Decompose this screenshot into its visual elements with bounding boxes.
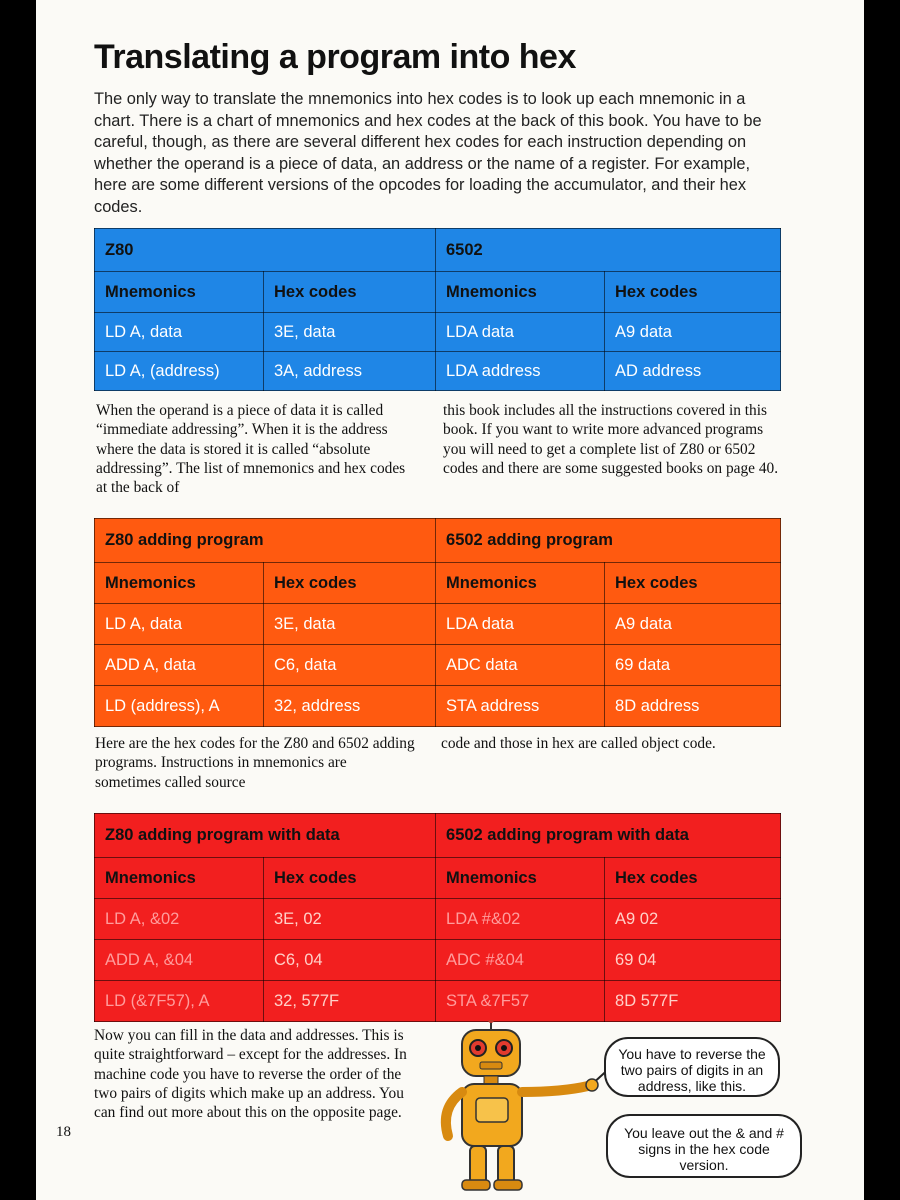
source-code-text-right: code and those in hex are called object code.	[441, 735, 716, 752]
table-cell: 3A, address	[264, 352, 436, 391]
table-cell: 32, address	[264, 686, 436, 727]
table-cell: 8D address	[605, 686, 781, 727]
table-cell: A9 02	[605, 899, 781, 940]
table-cell: 69 04	[605, 940, 781, 981]
table-cell: STA &7F57	[436, 981, 605, 1022]
table-cell: 32, 577F	[264, 981, 436, 1022]
table-cell: STA address	[436, 686, 605, 727]
table-title-row	[95, 519, 781, 563]
table-cell: ADC #&04	[436, 940, 605, 981]
column-header: Hex codes	[605, 858, 781, 899]
table-row	[95, 899, 781, 940]
fill-in-text: Now you can fill in the data and addresses. This is quite straightforward – except for the addresses. In machine code you have to reverse the order of the two pairs of digits which make up an address. You can find out more about this on the opposite page.	[94, 1027, 407, 1122]
table-cell: LDA #&02	[436, 899, 605, 940]
column-header: Mnemonics	[95, 563, 264, 604]
page-title: Translating a program into hex	[94, 38, 576, 76]
table-row	[95, 352, 781, 391]
table-cell: 8D 577F	[605, 981, 781, 1022]
z80-title: Z80 adding program with data	[95, 814, 436, 858]
table-cell: LD (&7F57), A	[95, 981, 264, 1022]
page-number: 18	[56, 1124, 71, 1140]
table-cell: 3E, data	[264, 604, 436, 645]
table-cell: LD A, data	[95, 313, 264, 352]
table-cell: ADD A, &04	[95, 940, 264, 981]
table-cell: LD A, &02	[95, 899, 264, 940]
speech-bubble-leave-out: You leave out the & and # signs in the hex code version.	[606, 1114, 802, 1178]
6502-title: 6502 adding program with data	[436, 814, 781, 858]
loading-table	[94, 228, 781, 391]
table-row	[95, 940, 781, 981]
table-cell: LD (address), A	[95, 686, 264, 727]
speech-bubble-reverse: You have to reverse the two pairs of digits in an address, like this.	[604, 1037, 780, 1097]
table-cell: 3E, 02	[264, 899, 436, 940]
table-title-row	[95, 229, 781, 272]
table-cell: LDA data	[436, 604, 605, 645]
intro-paragraph: The only way to translate the mnemonics into hex codes is to look up each mnemonic in a chart. There is a chart of mnemonics and hex codes at the back of this book. You have to be careful, though, as there are several different hex codes for each instruction depending on whether the operand is a piece of data, an address or the name of a register. For example, here are some different versions of the opcodes for loading the accumulator, and their hex codes.	[94, 90, 762, 216]
book-page	[36, 0, 864, 1200]
table-cell: AD address	[605, 352, 781, 391]
column-header: Mnemonics	[95, 272, 264, 313]
z80-title: Z80	[95, 229, 436, 272]
table-row	[95, 981, 781, 1022]
table-cell: LD A, (address)	[95, 352, 264, 391]
table-cell: C6, 04	[264, 940, 436, 981]
table-cell: 69 data	[605, 645, 781, 686]
addressing-text-left: When the operand is a piece of data it is called “immediate addressing”. When it is the address where the data is stored it is called “absolute addressing”. The list of mnemonics and hex codes at the back of	[96, 402, 406, 497]
table-cell: ADC data	[436, 645, 605, 686]
column-header: Hex codes	[605, 272, 781, 313]
table-row	[95, 686, 781, 727]
table-row	[95, 645, 781, 686]
table-cell: A9 data	[605, 604, 781, 645]
column-header: Hex codes	[605, 563, 781, 604]
addressing-text-right: this book includes all the instructions covered in this book. If you want to write more advanced programs you will need to get a complete list of Z80 or 6502 codes and there are some suggested books on page 40.	[443, 402, 779, 477]
table-title-row	[95, 814, 781, 858]
table-row	[95, 313, 781, 352]
table-cell: 3E, data	[264, 313, 436, 352]
table-cell: LD A, data	[95, 604, 264, 645]
robot-illustration	[432, 1020, 622, 1200]
6502-title: 6502 adding program	[436, 519, 781, 563]
column-header-row	[95, 563, 781, 604]
source-code-text-left: Here are the hex codes for the Z80 and 6502 adding programs. Instructions in mnemonics are sometimes called source	[95, 735, 415, 791]
adding-with-data-table	[94, 813, 781, 1022]
table-cell: LDA data	[436, 313, 605, 352]
column-header-row	[95, 272, 781, 313]
column-header: Mnemonics	[436, 858, 605, 899]
column-header: Hex codes	[264, 858, 436, 899]
6502-title: 6502	[436, 229, 781, 272]
table-cell: LDA address	[436, 352, 605, 391]
table-cell: A9 data	[605, 313, 781, 352]
z80-title: Z80 adding program	[95, 519, 436, 563]
column-header: Mnemonics	[95, 858, 264, 899]
column-header: Hex codes	[264, 563, 436, 604]
column-header: Mnemonics	[436, 563, 605, 604]
column-header: Hex codes	[264, 272, 436, 313]
table-cell: ADD A, data	[95, 645, 264, 686]
adding-program-table	[94, 518, 781, 727]
column-header-row	[95, 858, 781, 899]
table-row	[95, 604, 781, 645]
column-header: Mnemonics	[436, 272, 605, 313]
table-cell: C6, data	[264, 645, 436, 686]
